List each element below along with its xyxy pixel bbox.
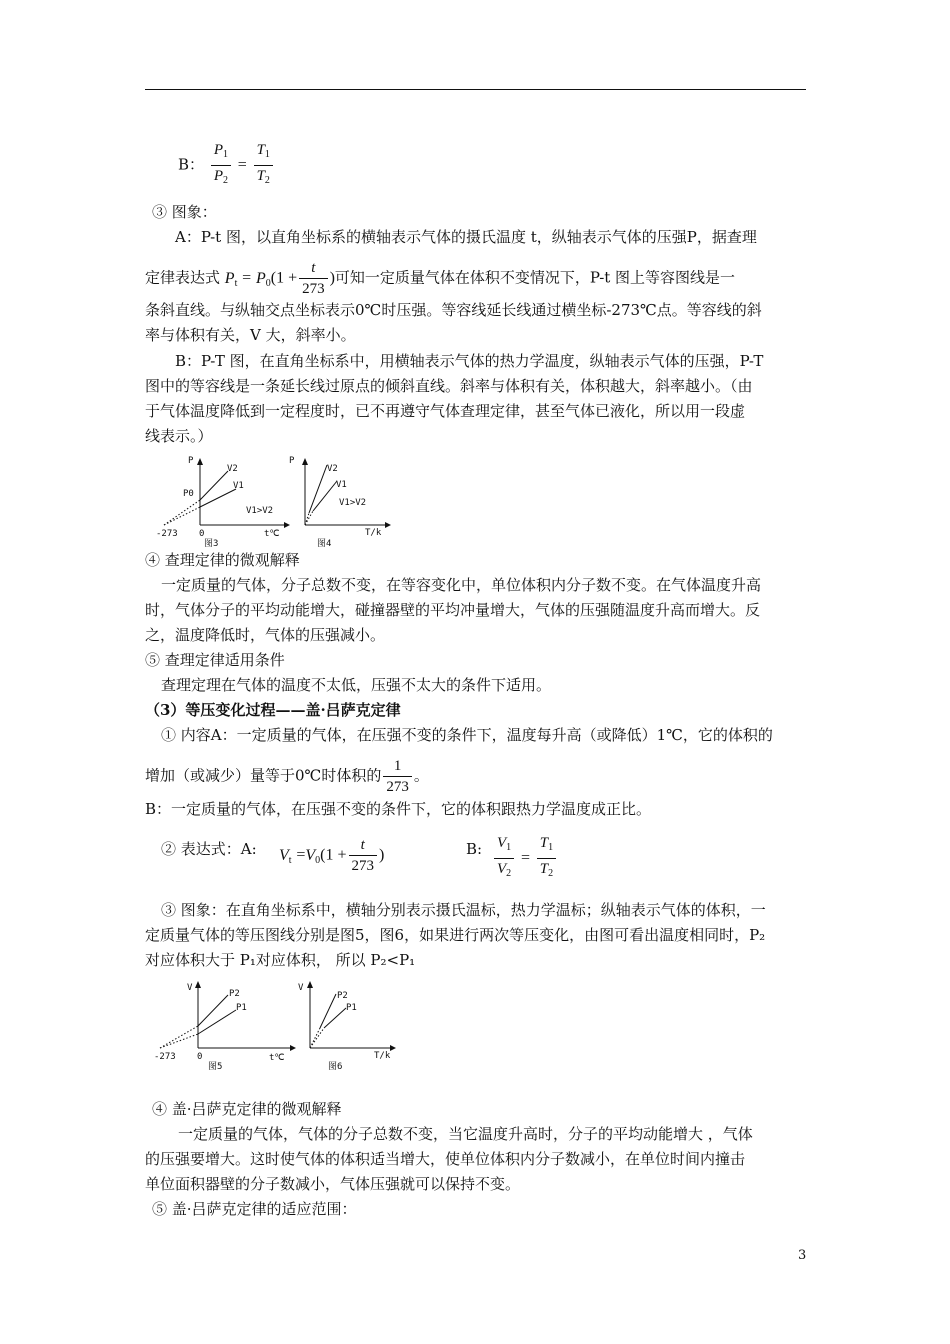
zero-label: 0: [199, 529, 205, 539]
paragraph-line: 的压强要增大。这时使气体的体积适当增大，使单位体积内分子数减小，在单位时间内撞击: [145, 1150, 746, 1168]
v2-label: V2: [227, 464, 238, 474]
paragraph-line: 之，温度降低时，气体的压强减小。: [145, 626, 386, 644]
p2-label: P2: [229, 989, 240, 999]
figure-caption: 图4: [317, 539, 332, 547]
minus-273-label: -273: [154, 1052, 176, 1062]
paragraph-line: A：P-t 图，以直角坐标系的横轴表示气体的摄氏温度 t，纵轴表示气体的压强P，据查理: [175, 228, 757, 246]
gay-lussac-expression: ② 表达式：A:: [161, 840, 257, 858]
p-axis-label: P: [289, 456, 295, 466]
v2-dashed: [164, 500, 200, 525]
v2-label: V2: [327, 464, 338, 474]
paragraph-line: B：P-T 图，在直角坐标系中，用横轴表示气体的热力学温度，纵轴表示气体的压强，P-T: [175, 352, 764, 370]
p1-label: P1: [346, 1003, 357, 1013]
paragraph-line: 率与体积有关，V 大，斜率小。: [145, 326, 356, 344]
zero-label: 0: [197, 1052, 203, 1062]
paragraph-line: 条斜直线。与纵轴交点坐标表示0℃时压强。等容线延长线通过横坐标-273℃点。等容线的斜: [145, 301, 762, 319]
v1-dashed: [164, 507, 200, 525]
header-rule: [145, 89, 806, 90]
paragraph-line: 一定质量的气体，气体的分子总数不变，当它温度升高时，分子的平均动能增大 ，气体: [178, 1125, 753, 1143]
v2-line: [309, 465, 327, 513]
section-title: （3）等压变化过程——盖·吕萨克定律: [145, 701, 401, 719]
gay-lussac-formula-a: $V_t =V_0(1$ + $\frac{t}{273}$ ): [279, 837, 385, 874]
figure-caption: 图5: [208, 1062, 223, 1070]
section-heading: ⑤ 查理定律适用条件: [145, 651, 285, 669]
paragraph-line: 定质量气体的等压图线分别是图5，图6，如果进行两次等压变化，由图可看出温度相同时，P₂: [145, 926, 766, 944]
figure-4-pT-graph: [285, 455, 395, 547]
v1-label: V1: [336, 480, 347, 490]
v-axis-label: V: [187, 983, 193, 993]
section-heading: ④ 盖·吕萨克定律的微观解释: [152, 1100, 342, 1118]
figure-6-vT-graph: [290, 978, 405, 1070]
p-axis-label: P: [188, 456, 194, 466]
paragraph-line: 单位面积器壁的分子数减小，气体压强就可以保持不变。: [145, 1175, 521, 1193]
paragraph-line: 一定质量的气体，分子总数不变，在等容变化中，单位体积内分子数不变。在气体温度升高: [161, 576, 762, 594]
figure-caption: 图3: [204, 539, 219, 547]
p2-line: [320, 994, 336, 1028]
paragraph-line: 于气体温度降低到一定程度时，已不再遵守气体查理定律，甚至气体已液化，所以用一段虚: [145, 402, 746, 420]
minus-273-label: -273: [156, 529, 178, 539]
charles-formula-b: B： $\frac{P_1}{P_2}$ = $\frac{T_1}{T_2}$: [178, 140, 275, 191]
paragraph-line: ① 内容A：一定质量的气体，在压强不变的条件下，温度每升高（或降低）1℃，它的体积的: [161, 726, 773, 744]
page-number: 3: [798, 1248, 807, 1263]
gay-lussac-formula-b-label: B:: [466, 840, 483, 858]
tk-label: T/k: [374, 1051, 391, 1061]
comparison-label: V1>V2: [246, 506, 274, 516]
p1-label: P1: [236, 1003, 247, 1013]
paragraph-line: B：一定质量的气体，在压强不变的条件下，它的体积跟热力学温度成正比。: [145, 800, 652, 818]
figure-caption: 图6: [328, 1062, 343, 1070]
paragraph-line-with-formula: 定律表达式 $P_t = P_0(1$ + $\frac{t}{273}$ )可知一定质量气体在体积不变情况下，P-t 图上等容图线是一: [145, 260, 736, 297]
p0-label: P0: [183, 489, 194, 499]
section-heading: ③ 图象：: [152, 203, 217, 221]
paragraph-line: ③ 图象：在直角坐标系中，横轴分别表示摄氏温标，热力学温标；纵轴表示气体的体积，一: [161, 901, 766, 919]
p2-line: [198, 995, 228, 1026]
section-heading: ⑤ 盖·吕萨克定律的适应范围：: [152, 1200, 357, 1218]
v1-label: V1: [233, 481, 244, 491]
v-axis-label: V: [298, 983, 304, 993]
figure-3-pt-graph: [150, 455, 290, 547]
paragraph-line: 图中的等容线是一条延长线过原点的倾斜直线。斜率与体积有关，体积越大，斜率越小。（由: [145, 377, 753, 395]
paragraph-line-with-fraction: 增加（或减少）量等于0℃时体积的 $\frac{1}{273}$ 。: [145, 758, 429, 795]
v1-line: [313, 481, 337, 511]
p1-line: [324, 1008, 346, 1028]
temperature-ratio: $\frac{T_1}{T_2}$: [254, 140, 273, 191]
pressure-ratio: $\frac{P_1}{P_2}$: [211, 140, 231, 191]
section-heading: ④ 查理定律的微观解释: [145, 551, 300, 569]
figure-5-vt-graph: [150, 978, 300, 1070]
p2-label: P2: [337, 991, 348, 1001]
comparison-label: V1>V2: [339, 498, 367, 508]
tc-label: t℃: [264, 529, 280, 539]
paragraph-line: 时，气体分子的平均动能增大，碰撞器壁的平均冲量增大，气体的压强随温度升高而增大。反: [145, 601, 761, 619]
tc-label: t℃: [269, 1053, 285, 1063]
p1-line: [198, 1010, 236, 1034]
gay-lussac-formula-b: $\frac{V_1}{V_2}$ = $\frac{T_1}{T_2}$: [492, 833, 558, 884]
paragraph-line: 线表示。）: [145, 427, 213, 445]
tk-label: T/k: [365, 528, 382, 538]
paragraph-line: 查理定理在气体的温度不太低，压强不太大的条件下适用。: [161, 676, 552, 694]
paragraph-line: 对应体积大于 P₁对应体积， 所以 P₂<P₁: [145, 951, 416, 969]
v1-line: [200, 489, 236, 507]
